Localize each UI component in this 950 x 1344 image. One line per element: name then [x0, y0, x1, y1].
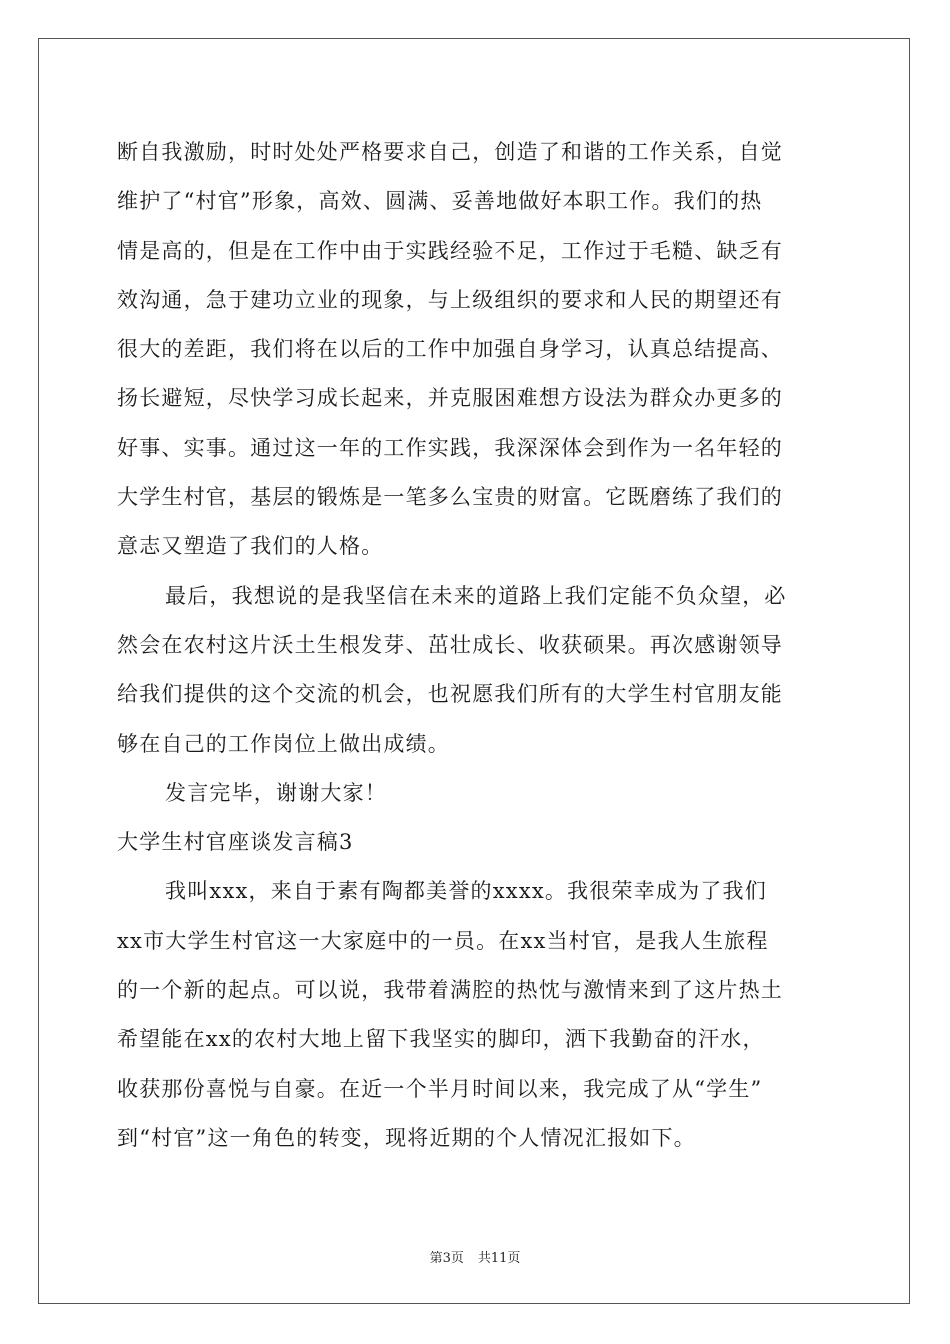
text-line: 我叫xxx，来自于素有陶都美誉的xxxx。我很荣幸成为了我们 — [165, 879, 767, 904]
text-line: 效沟通，急于建功立业的现象，与上级组织的要求和人民的期望还有 — [117, 287, 783, 312]
text-line: 很大的差距，我们将在以后的工作中加强自身学习，认真总结提高、 — [117, 337, 783, 362]
text-line: xx市大学生村官这一大家庭中的一员。在xx当村官，是我人生旅程 — [117, 928, 769, 953]
text-line: 好事、实事。通过这一年的工作实践，我深深体会到作为一名年轻的 — [117, 435, 783, 460]
text-line: 然会在农村这片沃土生根发芽、茁壮成长、收获硕果。再次感谢领导 — [117, 632, 783, 657]
text-line: 大学生村官座谈发言稿3 — [117, 830, 354, 855]
current-page-label: 第3页 — [429, 1251, 464, 1266]
text-line: 扬长避短，尽快学习成长起来，并克服困难想方设法为群众办更多的 — [117, 386, 783, 411]
text-line: 最后，我想说的是我坚信在未来的道路上我们定能不负众望，必 — [165, 583, 787, 608]
text-line: 发言完毕，谢谢大家！ — [165, 780, 387, 805]
text-line: 够在自己的工作岗位上做出成绩。 — [117, 731, 450, 756]
text-line: 收获那份喜悦与自豪。在近一个半月时间以来，我完成了从“学生” — [117, 1076, 763, 1101]
page-footer — [0, 1247, 950, 1266]
text-line: 情是高的，但是在工作中由于实践经验不足，工作过于毛糙、缺乏有 — [117, 238, 783, 263]
text-line: 意志又塑造了我们的人格。 — [117, 534, 384, 559]
text-line: 到“村官”这一角色的转变，现将近期的个人情况汇报如下。 — [117, 1125, 696, 1150]
text-line: 给我们提供的这个交流的机会，也祝愿我们所有的大学生村官朋友能 — [117, 682, 783, 707]
text-line: 希望能在xx的农村大地上留下我坚实的脚印，洒下我勤奋的汗水， — [117, 1027, 765, 1052]
text-line: 维护了“村官”形象，高效、圆满、妥善地做好本职工作。我们的热 — [117, 189, 763, 214]
total-pages-label: 共11页 — [477, 1251, 521, 1266]
text-line: 断自我激励，时时处处严格要求自己，创造了和谐的工作关系，自觉 — [117, 140, 783, 164]
document-body — [117, 128, 837, 1163]
text-line: 的一个新的起点。可以说，我带着满腔的热忱与激情来到了这片热土 — [117, 978, 783, 1003]
text-line: 大学生村官，基层的锻炼是一笔多么宝贵的财富。它既磨练了我们的 — [117, 485, 783, 510]
